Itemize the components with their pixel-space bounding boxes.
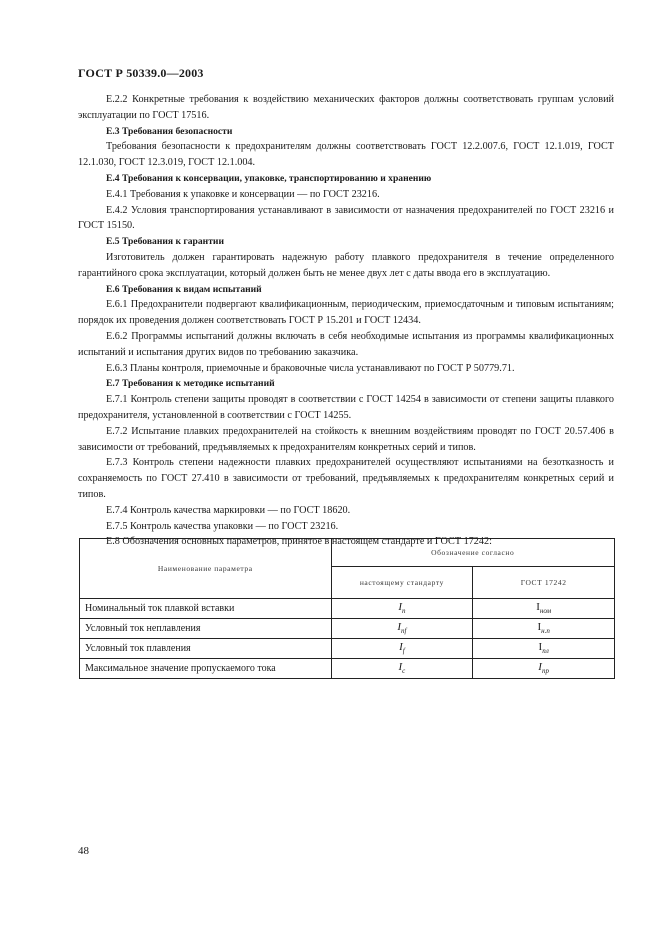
symbol-this-standard: $I_f$ — [331, 639, 473, 659]
table-row — [80, 619, 615, 639]
section-heading: Е.5 Требования к гарантии — [106, 236, 224, 248]
section-heading: Е.4 Требования к консервации, упаковке, транспортированию и хранению — [106, 172, 432, 184]
symbol-this-standard: $I_n$ — [331, 599, 473, 619]
paragraph: Е.8 Обозначения основных параметров, принятое в настоящем стандарте и ГОСТ 17242: — [106, 536, 492, 548]
page-number: 48 — [78, 845, 89, 857]
symbol-gost: $I_{пл}$ — [473, 639, 615, 659]
param-name: Максимальное значение пропускаемого тока — [80, 659, 332, 679]
paragraph: Е.6.1 Предохранители подвергают квалификационным, периодическим, приемосдаточным и типовым испытаниям; порядок их проведения должен соответствовать ГОСТ Р 15.201 и ГОСТ 12434. — [78, 299, 614, 327]
paragraph: Е.6.2 Программы испытаний должны включать в себя необходимые испытания из программы квалификационных испытаний и испытания других видов по требованию заказчика. — [78, 330, 614, 358]
parameters-table — [79, 538, 615, 679]
param-name: Условный ток неплавления — [80, 619, 332, 639]
paragraph: Е.6.3 Планы контроля, приемочные и браковочные числа устанавливают по ГОСТ Р 50779.71. — [106, 362, 515, 374]
document-header: ГОСТ Р 50339.0—2003 — [78, 66, 204, 80]
paragraph: Е.4.1 Требования к упаковке и консервации — по ГОСТ 23216. — [106, 188, 380, 200]
symbol-this-standard: $I_c$ — [331, 659, 473, 679]
param-name: Условный ток плавления — [80, 639, 332, 659]
paragraph: Е.7.3 Контроль степени надежности плавких предохранителей осуществляют испытаниями на безотказность и сохраняемость по ГОСТ 27.410 в зависимости от требований, предъявляемых к предохранителям конкретных серий и типов. — [78, 457, 614, 500]
param-name: Номинальный ток плавкой вставки — [80, 599, 332, 619]
paragraph: Е.7.4 Контроль качества маркировки — по ГОСТ 18620. — [106, 504, 351, 516]
paragraph: Изготовитель должен гарантировать надежную работу плавкого предохранителя в течение определенного гарантийного срока эксплуатации, который должен быть не менее двух лет с даты ввода его в эксплуатацию. — [78, 251, 614, 279]
paragraph: Е.7.2 Испытание плавких предохранителей на стойкость к внешним воздействиям проводят по ГОСТ 20.57.406 в зависимости от требований, предъявляемых к предохранителям конкретных серий и типов. — [78, 425, 614, 453]
symbol-gost: $I_{ном}$ — [473, 599, 615, 619]
table-row — [80, 599, 615, 619]
symbol-gost: $I_{пр}$ — [473, 659, 615, 679]
paragraph: Е.2.2 Конкретные требования к воздействию механических факторов должны соответствовать группам условий эксплуатации по ГОСТ 17516. — [78, 94, 614, 121]
header-designation: Обозначение согласно — [331, 539, 614, 567]
symbol-this-standard: $I_{nf}$ — [331, 619, 473, 639]
paragraph: Е.7.5 Контроль качества упаковки — по ГОСТ 23216. — [106, 520, 339, 532]
symbol-gost: $I_{н.п}$ — [473, 619, 615, 639]
header-gost-17242: ГОСТ 17242 — [473, 567, 615, 599]
section-heading: Е.7 Требования к методике испытаний — [106, 378, 275, 390]
section-heading: Е.3 Требования безопасности — [106, 125, 233, 137]
paragraph: Требования безопасности к предохранителям должны соответствовать ГОСТ 12.2.007.6, ГОСТ 12.1.019, ГОСТ 12.1.030, ГОСТ 12.3.019, ГОСТ 12.1.004. — [78, 141, 614, 169]
paragraph: Е.7.1 Контроль степени защиты проводят в соответствии с ГОСТ 14254 в зависимости от степени защиты плавкого предохранителя, установленной в соответствии с ГОСТ 14255. — [78, 394, 614, 421]
header-this-standard: настоящему стандарту — [331, 567, 473, 599]
paragraph: Е.4.2 Условия транспортирования устанавливают в зависимости от назначения предохранителей по ГОСТ 23216 и ГОСТ 15150. — [78, 204, 614, 232]
table-row — [80, 659, 615, 679]
document-body — [78, 92, 614, 550]
table-row — [80, 639, 615, 659]
header-param-name: Наименование параметра — [80, 539, 332, 599]
section-heading: Е.6 Требования к видам испытаний — [106, 283, 262, 295]
